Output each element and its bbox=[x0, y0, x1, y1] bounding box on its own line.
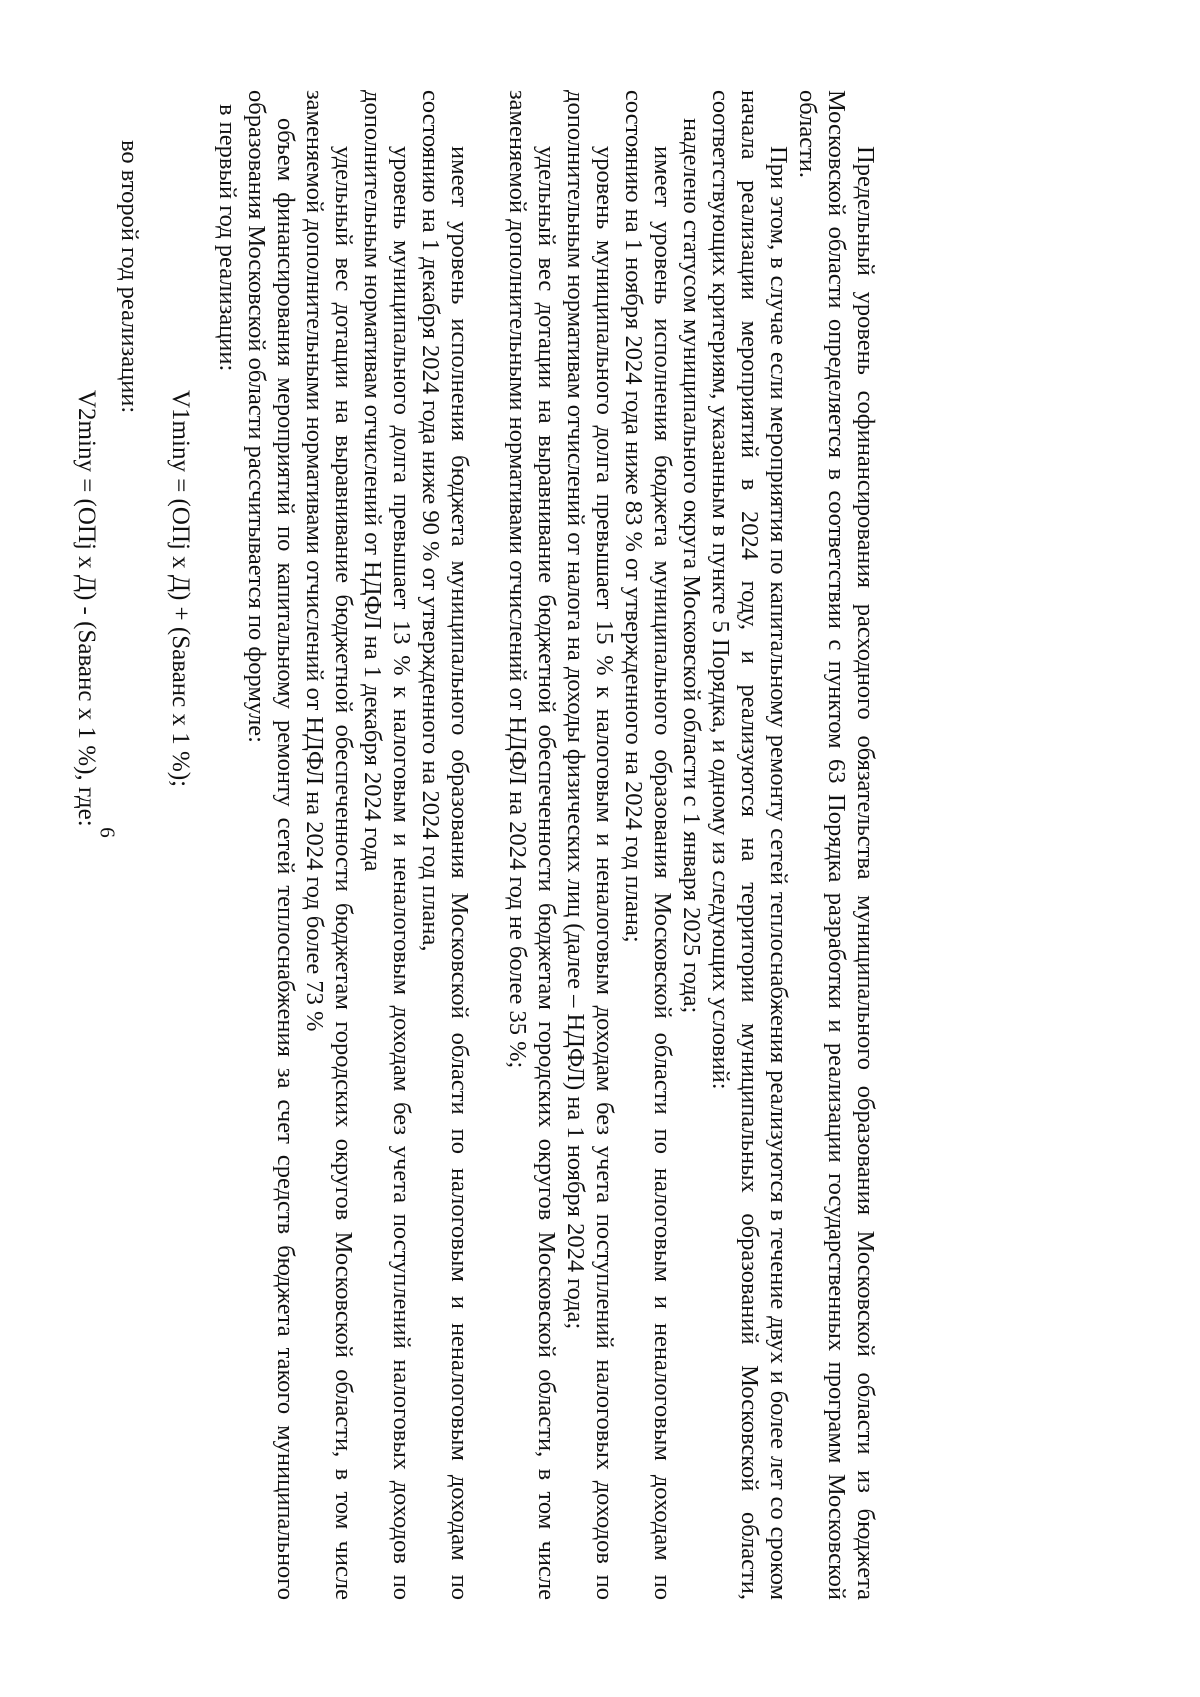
condition-budget-execution-nov: имеет уровень исполнения бюджета муниципального образования Московской области по налоговым и неналоговым доходам по состоянию на 1 ноября 2024 года ниже 83 % от утвержденного на 2024 год плана; bbox=[620, 90, 676, 1600]
label-second-year: во второй год реализации: bbox=[116, 140, 143, 414]
paragraph-funding-formula-intro: объем финансирования мероприятий по капитальному ремонту сетей теплоснабжения за счет средств бюджета такого муниципального образования Московской области рассчитывается по формуле: bbox=[243, 90, 299, 1600]
condition-municipal-debt-nov: уровень муниципального долга превышает 15 % к налоговым и неналоговым доходам без учета поступлений налоговых доходов по дополнительным нормативам отчислений от налога на доходы физических лиц (далее – НДФЛ) на 1 ноября 2024 года; bbox=[562, 90, 618, 1600]
document-text bbox=[72, 90, 880, 1600]
condition-municipal-debt-dec: уровень муниципального долга превышает 13 % к налоговым и неналоговым доходам без учета поступлений налоговых доходов по дополнительным нормативам отчислений от НДФЛ на 1 декабря 2024 года bbox=[359, 90, 415, 1600]
label-first-year: в первый год реализации: bbox=[214, 104, 241, 372]
page-number: 6 bbox=[95, 827, 120, 838]
paragraph-cofinancing-limit: Предельный уровень софинансирования расходного обязательства муниципального образования Московской области из бюджета Московской области определяется в соответствии с пунктом 63 Порядка разработки и реализации государственных программ Московской области. bbox=[794, 90, 879, 1600]
condition-subsidy-share-73: удельный вес дотации на выравнивание бюджетной обеспеченности бюджетам городских округов Московской области, в том числе заменяемой дополнительными нормативами отчислений от НДФЛ на 2024 год более 73 % bbox=[301, 90, 357, 1600]
page-body bbox=[73, 90, 880, 1600]
formula-first-year: V1miny = (ОПj x Д) + (Sаванс x 1 %); bbox=[167, 390, 194, 788]
condition-municipal-district: наделено статусом муниципального округа Московской области с 1 января 2025 года; bbox=[678, 118, 705, 1014]
condition-subsidy-share-35: удельный вес дотации на выравнивание бюджетной обеспеченности бюджетам городских округов Московской области, в том числе заменяемой дополнительными нормативами отчислений от НДФЛ на 2024 год не более 35 %; bbox=[504, 90, 560, 1600]
condition-budget-execution-dec: имеет уровень исполнения бюджета муниципального образования Московской области по налоговым и неналоговым доходам по состоянию на 1 декабря 2024 года ниже 90 % от утвержденного на 2024 год плана, bbox=[417, 90, 473, 1600]
paragraph-conditions-intro: При этом, в случае если мероприятия по капитальному ремонту сетей теплоснабжения реализуются в течение двух и более лет со сроком начала реализации мероприятий в 2024 году, и реализуются на территории муниципальных образований Московской области, соответствующих критериям, указанным в пункте 5 Порядка, и одному из следующих условий: bbox=[707, 90, 792, 1600]
formula-second-year: V2miny = (ОПj x Д) - (Sаванс x 1 %), где: bbox=[73, 390, 100, 827]
